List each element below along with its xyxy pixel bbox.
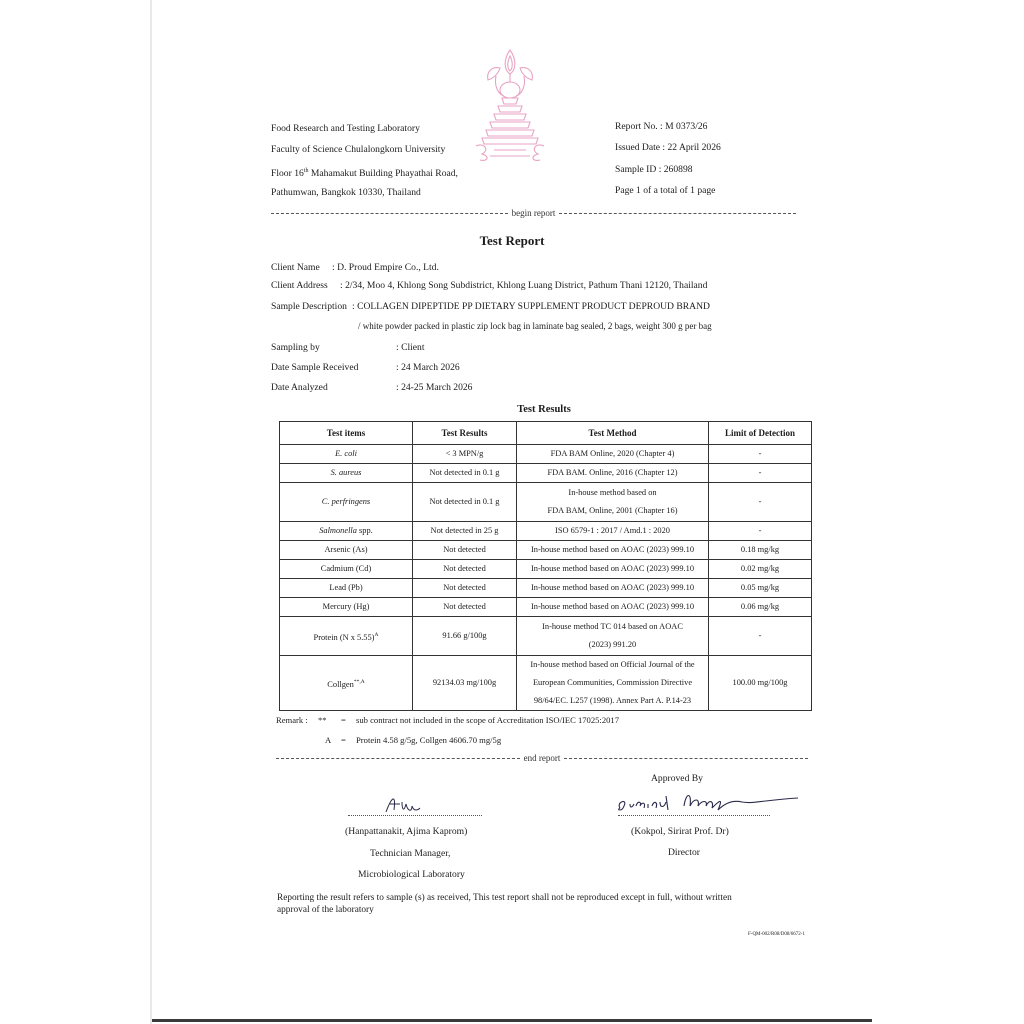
test-item: Salmonella spp. xyxy=(280,522,413,541)
test-results-table xyxy=(279,421,812,711)
test-item: S. aureus xyxy=(280,464,413,483)
left-signature-line xyxy=(348,815,482,816)
limit-of-detection: 0.18 mg/kg xyxy=(709,541,812,560)
right-signature-line xyxy=(618,815,770,816)
remark-1-equals: = xyxy=(341,715,346,725)
test-method: In-house method TC 014 based on AOAC (2023) 991.20 xyxy=(517,617,709,656)
limit-of-detection: - xyxy=(709,522,812,541)
test-method: In-house method based on AOAC (2023) 999.10 xyxy=(517,560,709,579)
test-item: E. coli xyxy=(280,445,413,464)
right-signatory-title: Director xyxy=(668,847,700,858)
header-test-items: Test items xyxy=(280,422,413,445)
report-title: Test Report xyxy=(479,233,545,248)
table-row xyxy=(280,656,812,711)
test-method: In-house method based on AOAC (2023) 999.10 xyxy=(517,598,709,617)
limit-of-detection: 0.06 mg/kg xyxy=(709,598,812,617)
test-method: In-house method based on AOAC (2023) 999.10 xyxy=(517,579,709,598)
test-results-heading: Test Results xyxy=(517,404,571,415)
test-method: In-house method based on AOAC (2023) 999.10 xyxy=(517,541,709,560)
issued-date: Issued Date : 22 April 2026 xyxy=(615,142,721,153)
report-number: Report No. : M 0373/26 xyxy=(615,121,708,132)
limit-of-detection: 100.00 mg/100g xyxy=(709,656,812,711)
test-item: C. perfringens xyxy=(280,483,413,522)
remark-1-key: ** xyxy=(318,715,327,725)
lab-address-line: Floor 16th Mahamakut Building Phayathai Road, xyxy=(271,168,458,180)
sample-id: Sample ID : 260898 xyxy=(615,164,693,175)
sample-description-label: Sample Description xyxy=(271,301,347,312)
table-row xyxy=(280,617,812,656)
chulalongkorn-seal-icon xyxy=(470,46,550,164)
test-method: ISO 6579-1 : 2017 / Amd.1 : 2020 xyxy=(517,522,709,541)
scan-bottom-edge xyxy=(152,1019,872,1022)
test-item: Arsenic (As) xyxy=(280,541,413,560)
header-test-method: Test Method xyxy=(517,422,709,445)
test-item: Collgen$^{**,A}$ xyxy=(280,656,413,711)
table-row xyxy=(280,541,812,560)
end-report-divider: end report xyxy=(276,752,808,764)
header-test-results: Test Results xyxy=(413,422,517,445)
table-row xyxy=(280,598,812,617)
client-address-value: : 2/34, Moo 4, Khlong Song Subdistrict, Khlong Luang District, Pathum Thani 12120, Thailand xyxy=(340,280,708,291)
test-result: Not detected xyxy=(413,541,517,560)
sample-description-value: : COLLAGEN DIPEPTIDE PP DIETARY SUPPLEMENT PRODUCT DEPROUD BRAND xyxy=(352,301,710,312)
date-received-label: Date Sample Received xyxy=(271,362,359,373)
limit-of-detection: 0.05 mg/kg xyxy=(709,579,812,598)
lab-city: Pathumwan, Bangkok 10330, Thailand xyxy=(271,187,421,198)
test-item: Mercury (Hg) xyxy=(280,598,413,617)
limit-of-detection: 0.02 mg/kg xyxy=(709,560,812,579)
remark-1-text: sub contract not included in the scope of Accreditation ISO/IEC 17025:2017 xyxy=(356,715,620,725)
begin-report-divider: begin report xyxy=(271,207,796,219)
client-address-label: Client Address xyxy=(271,280,328,291)
left-signatory-title: Technician Manager, xyxy=(370,848,451,859)
date-analyzed-value: : 24-25 March 2026 xyxy=(396,382,473,393)
remark-label: Remark : xyxy=(276,715,308,725)
table-row xyxy=(280,483,812,522)
table-row xyxy=(280,560,812,579)
client-name-value: : D. Proud Empire Co., Ltd. xyxy=(332,262,439,273)
limit-of-detection: - xyxy=(709,617,812,656)
table-row xyxy=(280,464,812,483)
test-result: Not detected xyxy=(413,579,517,598)
table-row xyxy=(280,579,812,598)
form-code: F-QM-002/R08/D08/6672-1 xyxy=(748,932,805,937)
test-result: Not detected xyxy=(413,560,517,579)
test-item: Lead (Pb) xyxy=(280,579,413,598)
test-result: < 3 MPN/g xyxy=(413,445,517,464)
footer-note-line1: Reporting the result refers to sample (s) as received, This test report shall not be reproduced except in full, without written xyxy=(277,893,732,903)
limit-of-detection: - xyxy=(709,464,812,483)
remark-2-equals: = xyxy=(341,735,346,745)
test-result: 91.66 g/100g xyxy=(413,617,517,656)
lab-name: Food Research and Testing Laboratory xyxy=(271,123,420,134)
test-result: 92134.03 mg/100g xyxy=(413,656,517,711)
test-item: Protein (N x 5.55)$^A$ xyxy=(280,617,413,656)
scan-margin xyxy=(0,0,152,1024)
test-method: FDA BAM. Online, 2016 (Chapter 12) xyxy=(517,464,709,483)
lab-faculty: Faculty of Science Chulalongkorn University xyxy=(271,144,446,155)
page-count: Page 1 of a total of 1 page xyxy=(615,185,716,196)
right-signatory-name: (Kokpol, Sirirat Prof. Dr) xyxy=(631,826,729,837)
test-result: Not detected in 0.1 g xyxy=(413,483,517,522)
right-signature-icon xyxy=(614,786,804,816)
limit-of-detection: - xyxy=(709,445,812,464)
test-method: In-house method based on Official Journal of the European Communities, Commission Directive 98/64/EC. L257 (1998). Annex Part A. P.14-23 xyxy=(517,656,709,711)
test-item: Cadmium (Cd) xyxy=(280,560,413,579)
remark-2-text: Protein 4.58 g/5g, Collgen 4606.70 mg/5g xyxy=(356,735,502,745)
test-result: Not detected in 0.1 g xyxy=(413,464,517,483)
sampling-by-label: Sampling by xyxy=(271,342,320,353)
limit-of-detection: - xyxy=(709,483,812,522)
test-method: FDA BAM Online, 2020 (Chapter 4) xyxy=(517,445,709,464)
table-row xyxy=(280,522,812,541)
left-signatory-name: (Hanpattanakit, Ajima Kaprom) xyxy=(345,826,468,837)
footer-note-line2: approval of the laboratory xyxy=(277,905,374,915)
header-limit-of-detection: Limit of Detection xyxy=(709,422,812,445)
sample-description-detail: / white powder packed in plastic zip lock bag in laminate bag sealed, 2 bags, weight 300 g per bag xyxy=(358,321,712,331)
date-analyzed-label: Date Analyzed xyxy=(271,382,328,393)
test-result: Not detected in 25 g xyxy=(413,522,517,541)
date-received-value: : 24 March 2026 xyxy=(396,362,460,373)
test-result: Not detected xyxy=(413,598,517,617)
left-signatory-dept: Microbiological Laboratory xyxy=(358,869,465,880)
test-method: In-house method based on FDA BAM, Online, 2001 (Chapter 16) xyxy=(517,483,709,522)
sampling-by-value: : Client xyxy=(396,342,425,353)
table-row xyxy=(280,445,812,464)
table-header-row xyxy=(280,422,812,445)
remark-2-key: A xyxy=(325,735,332,745)
client-name-label: Client Name xyxy=(271,262,320,273)
approved-by-label: Approved By xyxy=(651,773,703,784)
